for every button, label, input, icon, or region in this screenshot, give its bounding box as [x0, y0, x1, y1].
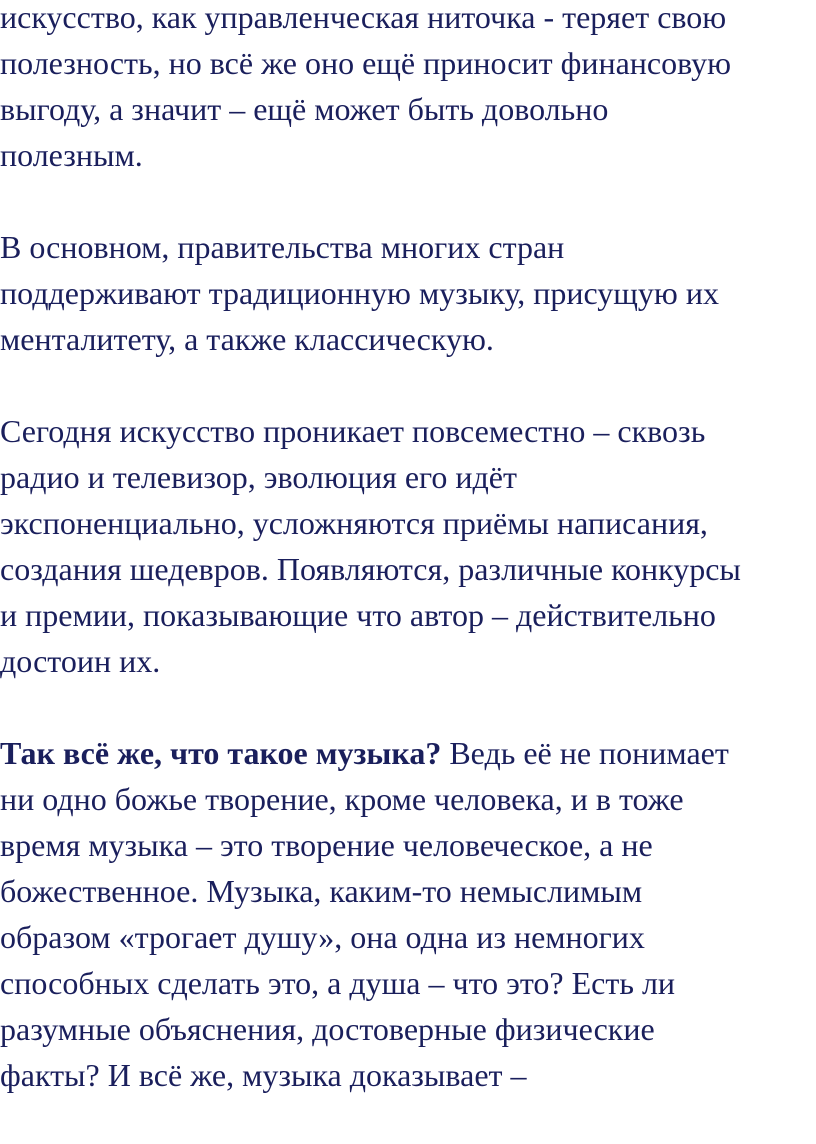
text-line: время музыка – это творение человеческое, а не [0, 827, 653, 863]
text-line [0, 730, 816, 776]
bold-question-heading: Так всё же, что такое музыка? [0, 735, 442, 771]
text-line: ни одно божье творение, кроме человека, и в тоже [0, 781, 684, 817]
text-line: образом «трогает душу», она одна из немногих [0, 919, 645, 955]
paragraph-2 [0, 224, 816, 362]
paragraph-4 [0, 730, 816, 1098]
text-line: достоин их. [0, 643, 161, 679]
text-line: выгоду, а значит – ещё может быть довольно [0, 91, 609, 127]
text-line: божественное. Музыка, каким-то немыслимым [0, 873, 643, 909]
paragraph-1 [0, 0, 816, 178]
text-line: и премии, показывающие что автор – действительно [0, 597, 716, 633]
text-line: разумные объяснения, достоверные физические [0, 1011, 655, 1047]
text-line: менталитету, а также классическую. [0, 321, 494, 357]
text-line: полезным. [0, 137, 143, 173]
text-line: способных сделать это, а душа – что это? Есть ли [0, 965, 676, 1001]
text-line: Сегодня искусство проникает повсеместно – сквозь [0, 413, 706, 449]
text-fragment: Ведь её не понимает [441, 735, 729, 771]
text-line: создания шедевров. Появляются, различные конкурсы [0, 551, 741, 587]
text-line: экспоненциально, усложняются приёмы написания, [0, 505, 708, 541]
text-line: искусство, как управленческая ниточка - теряет свою [0, 0, 727, 35]
text-line: факты? И всё же, музыка доказывает – [0, 1057, 527, 1093]
paragraph-3 [0, 408, 816, 684]
text-line: полезность, но всё же оно ещё приносит финансовую [0, 45, 732, 81]
text-line: поддерживают традиционную музыку, присущую их [0, 275, 719, 311]
text-line: В основном, правительства многих стран [0, 229, 565, 265]
text-line: радио и телевизор, эволюция его идёт [0, 459, 517, 495]
